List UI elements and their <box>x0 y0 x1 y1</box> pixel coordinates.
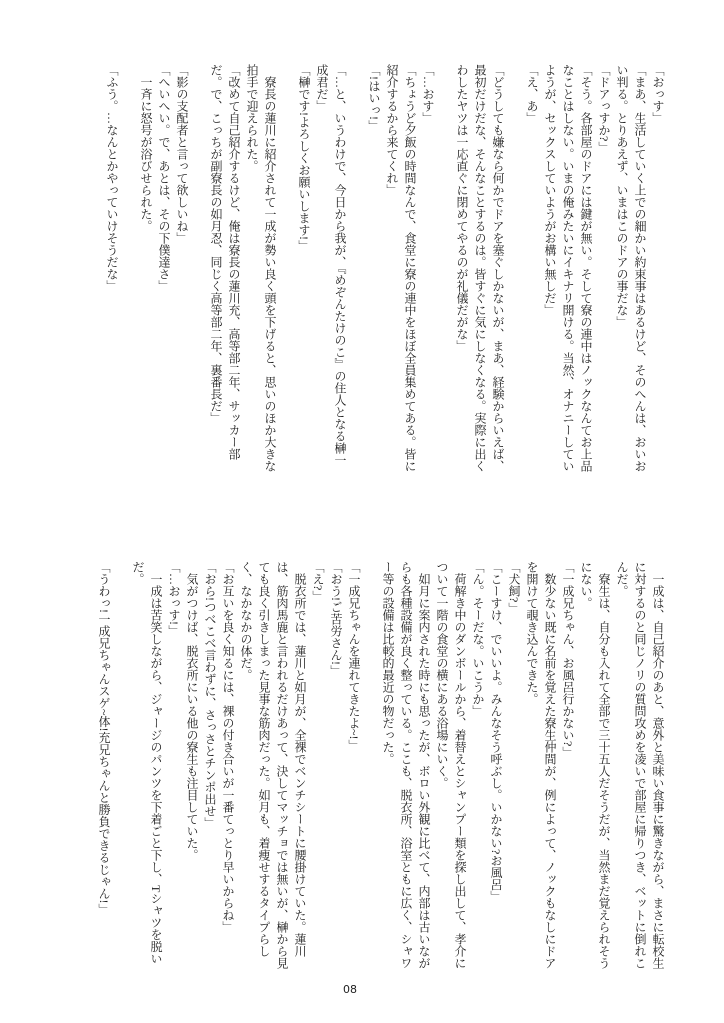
text-line: 「…と、いうわけで、今日から我が、『めぞんたけのこ』の住人となる榊一 <box>333 64 347 466</box>
paragraph-group <box>379 561 667 975</box>
text-line: 「そう。各部屋のドアには鍵が無い。そして寮の連中はノックなんてお上品 <box>579 64 593 472</box>
text-line: 「どうしても嫌なら何かでドアを塞ぐしかないが、まあ、経験からいえば、 <box>491 64 505 472</box>
text-line: 「ん。そーだな。いこうか」 <box>471 561 485 717</box>
text-line: んだ。 <box>615 561 629 597</box>
text-line: ついて一階の食堂の横にある浴場にいく。 <box>435 561 449 789</box>
paragraph-group <box>103 64 121 478</box>
text-line: 「榊です!よろしくお願いします!」 <box>297 64 311 252</box>
text-line: 「犬飼?」 <box>507 561 521 615</box>
text-line: ようが、セックスしていようがお構い無しだ」 <box>543 64 557 316</box>
text-line: にない。 <box>579 561 593 609</box>
text-line: は、筋肉馬鹿と言われるだけあって、決してマッチョでは無いが、榊から見 <box>275 561 289 969</box>
text-line: わしたヤツは一応直ぐに閉めてやるのが礼儀だがな」 <box>455 64 469 352</box>
paragraph-group <box>453 64 507 478</box>
text-line: 「改めて自己紹介するけど、俺は寮長の蓮川充、高等部二年、サッカー部 <box>227 64 241 460</box>
text-line: だ。で、こっちが副寮長の如月忍、同じく高等部二年、裏番長だ」 <box>209 64 223 424</box>
text-line: 「ふう。…なんとかやっていけそうだな」 <box>105 64 119 292</box>
text-line: 荷解き中のダンボールから、着替えとシャンプー類を探し出して、孝介に <box>453 561 467 969</box>
page-number: 08 <box>343 983 357 996</box>
text-line: 「まあ、生活していく上での細かい約束事はあるけど、そのへんは、おいお <box>633 64 647 472</box>
text-line: だ。 <box>131 561 145 585</box>
text-line: 「おら!つべこべ言わずに、さっさとチンポ出せ」 <box>203 561 217 829</box>
text-line: 「こーすけ、でいいよ。みんなそう呼ぶし。いかない?お風呂」 <box>489 561 503 903</box>
text-line: く、なかなかの体だ。 <box>239 561 253 681</box>
paragraph-group <box>365 64 437 478</box>
text-line: 成君だ」 <box>315 64 329 112</box>
text-line: 「ちょうど夕飯の時間なんで、食堂に寮の連中をほぼ全員集めてある。皆に <box>403 64 417 472</box>
text-line: 「え?」 <box>311 561 325 603</box>
text-line: 紹介するから来てくれ」 <box>385 64 399 196</box>
text-line: 一斉に怒号が浴びせられた。 <box>139 64 153 232</box>
text-line: らも各種設備が良く整っている。ここも、脱衣所、浴室ともに広く、シャワ <box>399 561 413 969</box>
paragraph-group <box>137 64 191 478</box>
paragraph-group <box>129 561 363 975</box>
text-block-bottom <box>95 561 667 975</box>
text-line: 一成は苦笑しながら、ジャージのパンツを下着ごと下し、Tシャツを脱い <box>149 561 163 965</box>
text-line: 如月に案内された時にも思ったが、ボロい外観に比べて、内部は古いなが <box>417 561 431 969</box>
text-line: 「お互いを良く知るには、裸の付き合いが一番てっとり早いからね」 <box>221 561 235 933</box>
text-line: い判る。とりあえず、いまはこのドアの事だな」 <box>615 64 629 328</box>
paragraph-group <box>295 64 349 478</box>
text-line: 「…おっす!」 <box>167 561 181 637</box>
text-line: 寮生は、自分も入れて全部で三十五人だそうだが、当然まだ覚えられそう <box>597 561 611 969</box>
text-line: 「ドアっすか?」 <box>597 64 611 154</box>
text-line: ても良く引きしまった見事な筋肉だった。如月も、着痩せするタイプらし <box>257 561 271 957</box>
paragraph-group <box>207 64 279 478</box>
text-line: 「!はいっ!」 <box>367 64 381 132</box>
text-line: 最初だけだな、そんなことするのは。皆すぐに気にしなくなる。実際に出く <box>473 64 487 472</box>
text-line: 「へいへい。で、あとは、その下僕達さ」 <box>157 64 171 292</box>
text-line: なことはしない。いまの俺みたいにイキナリ開ける。当然、オナニーしてい <box>561 64 575 472</box>
text-line: 「一成兄ちゃんを連れてきたよ~!」 <box>347 561 361 752</box>
text-line: 「うわっ!一成兄ちゃんスゲ~体!充兄ちゃんと勝負できるじゃん!」 <box>97 561 111 916</box>
text-line: 拍手で迎えられた。 <box>245 64 259 172</box>
text-line: に対するのと同じノリの質問攻めを凌いで部屋に帰りつき、ベットに倒れこ <box>633 561 647 969</box>
text-line: 「一成兄ちゃん、お風呂行かない?」 <box>561 561 575 759</box>
paragraph-group <box>523 64 667 478</box>
text-line: 「え、あ」 <box>525 64 539 124</box>
text-line: 気がつけば、脱衣所にいる他の寮生も注目していた。 <box>185 561 199 861</box>
text-line: 脱衣所では、蓮川と如月が、全裸でベンチシートに腰掛けていた。蓮川 <box>293 561 307 957</box>
paragraph-group <box>95 561 113 975</box>
text-line: を開けて覗き込んできた。 <box>525 561 539 705</box>
text-line: 「影の支配者と言って欲しいね」 <box>175 64 189 244</box>
text-line: 寮長の蓮川に紹介されて一成が勢い良く頭を下げると、思いのほか大きな <box>263 64 277 472</box>
text-line: 「おう!ご苦労さん!」 <box>329 561 343 677</box>
text-line: ー等の設備は比較的最近の物だった。 <box>381 561 395 765</box>
text-line: 一成は、自己紹介のあと、意外と美味い食事に驚きながら、まさに転校生 <box>651 561 665 969</box>
text-line: 「…おす」 <box>421 64 435 124</box>
text-line: 数少ない既に名前を覚えた寮生仲間が、例によって、ノックもなしにドア <box>543 561 557 969</box>
text-line: 「おっす」 <box>651 64 665 124</box>
text-block-top <box>103 64 667 478</box>
